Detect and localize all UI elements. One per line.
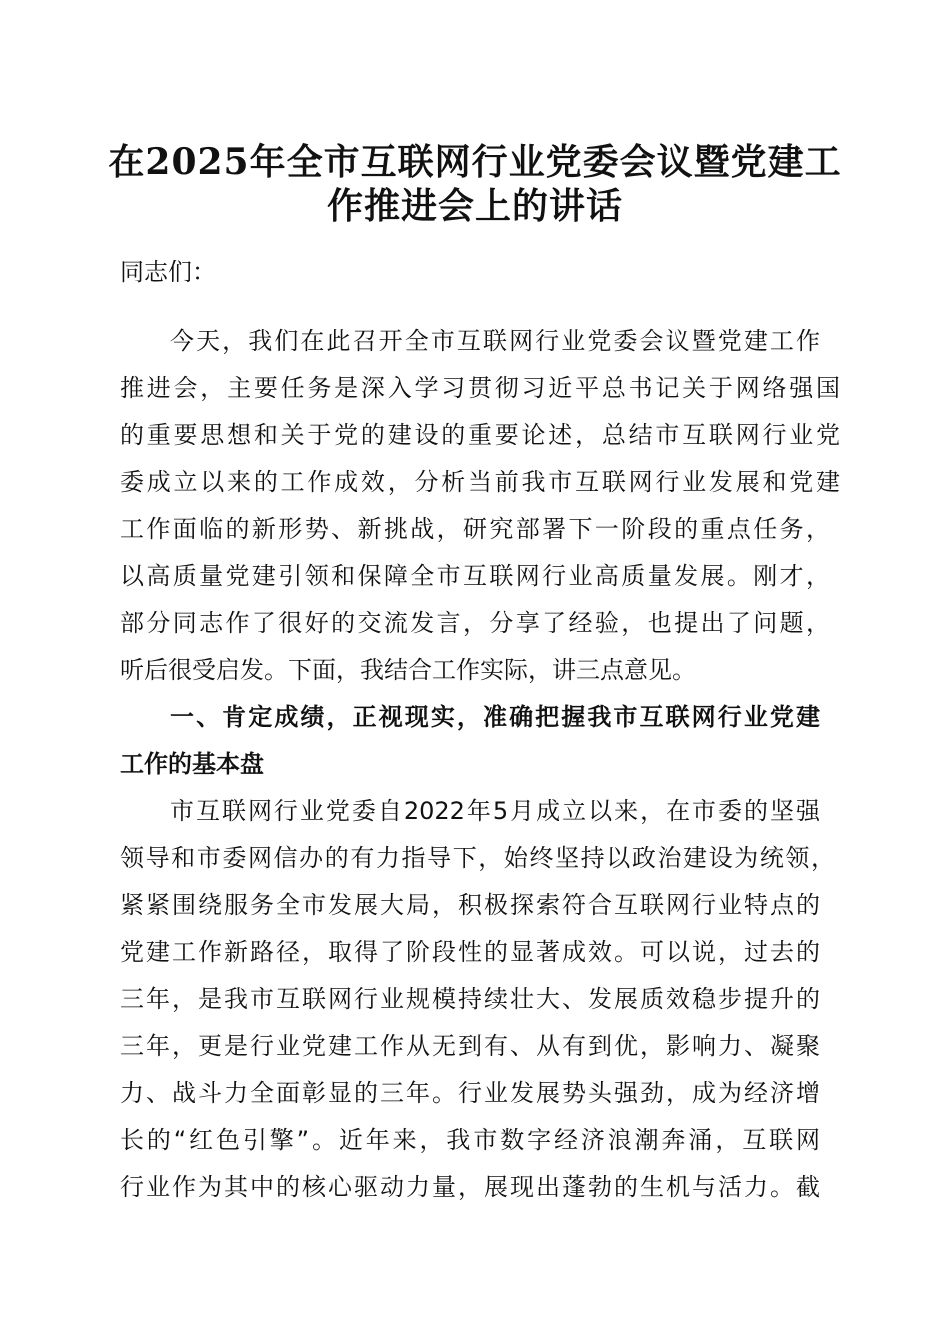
paragraph-1-line: 今天，我们在此召开全市互联网行业党委会议暨党建工作 [170, 327, 820, 355]
paragraph-1-line: 委成立以来的工作成效，分析当前我市互联网行业发展和党建 [120, 468, 840, 496]
paragraph-1-line: 推进会，主要任务是深入学习贯彻习近平总书记关于网络强国 [120, 374, 840, 402]
paragraph-2-line: 力、战斗力全面彰显的三年。行业发展势头强劲，成为经济增 [120, 1079, 820, 1107]
section-heading-1: 一、肯定成绩，正视现实，准确把握我市互联网行业党建 [170, 703, 820, 731]
paragraph-2-line: 领导和市委网信办的有力指导下，始终坚持以政治建设为统领， [120, 844, 835, 872]
paragraph-2-line: 三年，更是行业党建工作从无到有、从有到优，影响力、凝聚 [120, 1032, 820, 1060]
document-title-line-1: 在2025年全市互联网行业党委会议暨党建工 [108, 141, 842, 183]
document-title-line-2: 作推进会上的讲话 [326, 185, 623, 227]
section-heading-1-cont: 工作的基本盘 [120, 750, 264, 778]
paragraph-1-line: 部分同志作了很好的交流发言，分享了经验，也提出了问题， [120, 609, 830, 637]
paragraph-1-line: 以高质量党建引领和保障全市互联网行业高质量发展。刚才， [120, 562, 830, 590]
paragraph-2-line: 三年，是我市互联网行业规模持续壮大、发展质效稳步提升的 [120, 985, 820, 1013]
paragraph-1-line: 工作面临的新形势、新挑战，研究部署下一阶段的重点任务， [120, 515, 830, 543]
salutation: 同志们： [120, 258, 216, 286]
paragraph-1-line: 听后很受启发。下面，我结合工作实际，讲三点意见。 [120, 656, 696, 684]
paragraph-2-line: 党建工作新路径，取得了阶段性的显著成效。可以说，过去的 [120, 938, 820, 966]
paragraph-1-line: 的重要思想和关于党的建设的重要论述，总结市互联网行业党 [120, 421, 840, 449]
paragraph-2-line: 长的“红色引擎”。近年来，我市数字经济浪潮奔涌，互联网 [120, 1126, 820, 1154]
paragraph-2-line: 紧紧围绕服务全市发展大局，积极探索符合互联网行业特点的 [120, 891, 820, 919]
paragraph-2-line: 市互联网行业党委自2022年5月成立以来，在市委的坚强 [170, 797, 820, 825]
paragraph-2-line: 行业作为其中的核心驱动力量，展现出蓬勃的生机与活力。截 [120, 1173, 820, 1201]
